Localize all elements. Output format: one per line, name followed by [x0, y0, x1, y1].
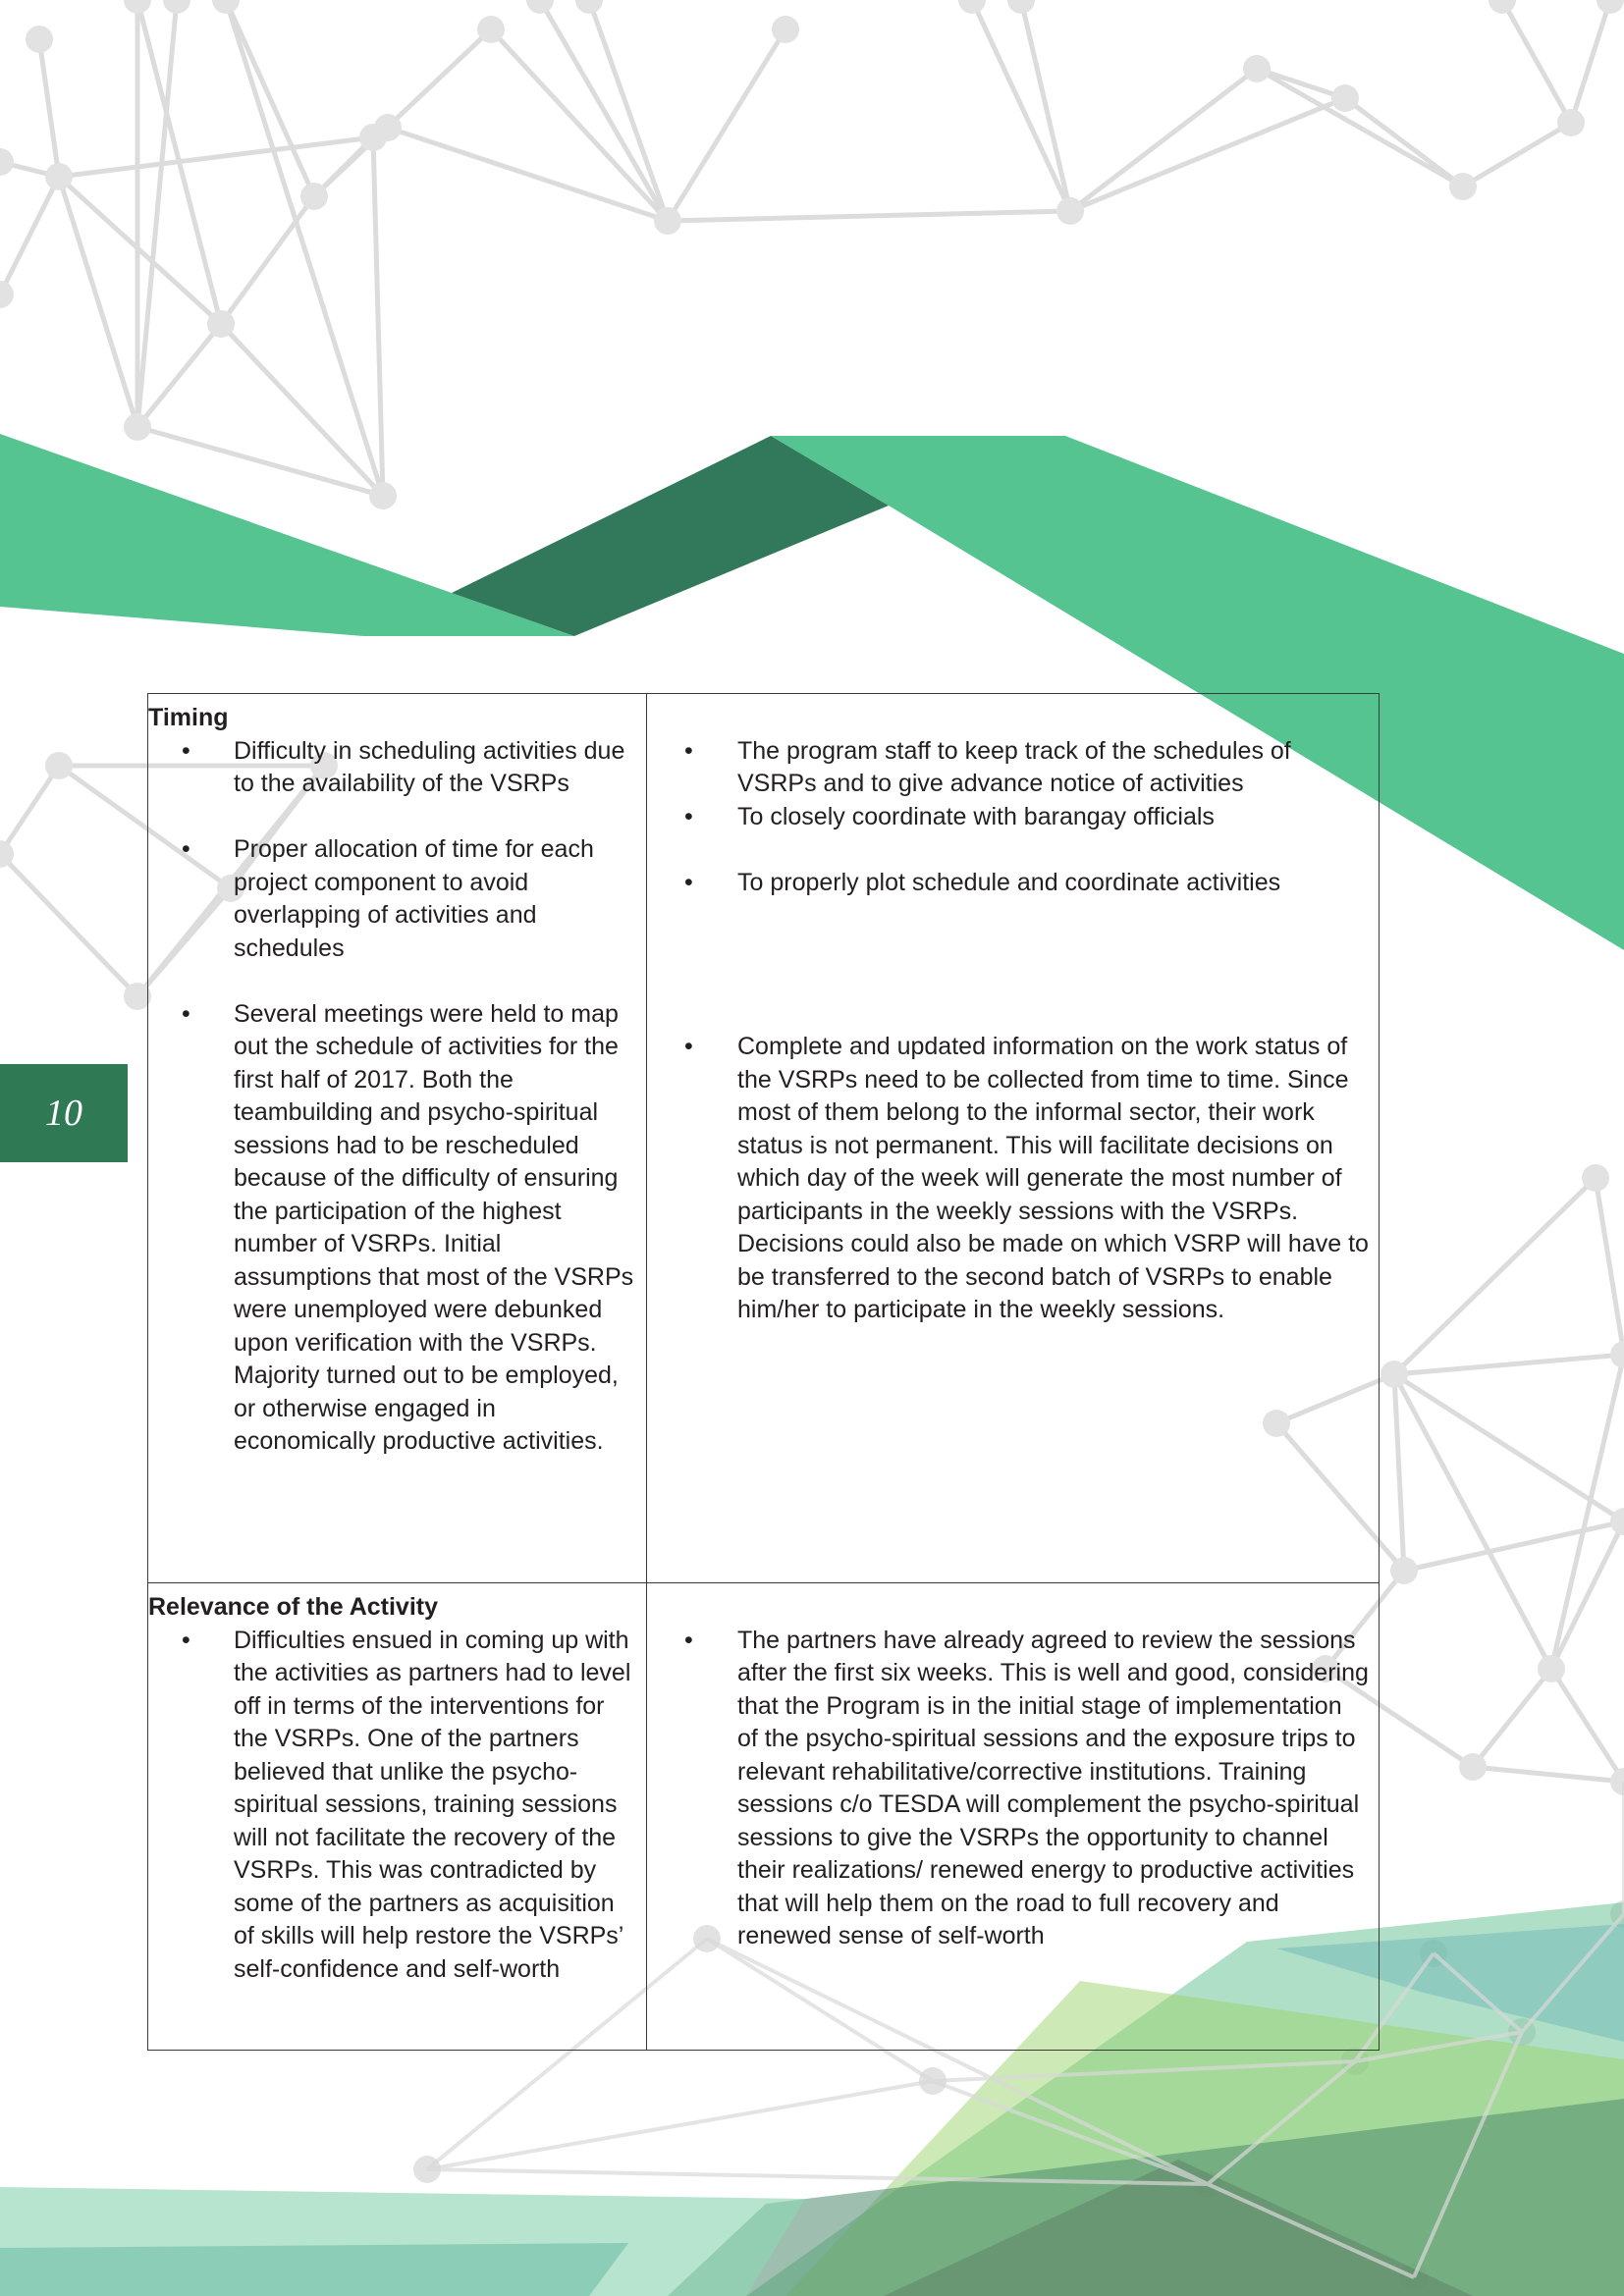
network-node [124, 413, 151, 441]
network-node [0, 148, 14, 176]
network-line [1070, 98, 1345, 211]
network-line [39, 39, 59, 177]
actions-cell-relevance [647, 1583, 1380, 2051]
network-line [1551, 1522, 1624, 1669]
network-line [589, 0, 668, 221]
actions-list-relevance [647, 1625, 1369, 1953]
network-line [1502, 0, 1571, 123]
network-line [1473, 1669, 1551, 1767]
network-node [1610, 1768, 1624, 1795]
issues-cell-relevance [148, 1583, 647, 2051]
issues-list-timing [148, 735, 636, 1459]
network-line [226, 0, 314, 196]
network-node [958, 0, 986, 14]
list-item: • The partners have already agreed to review the sessions after the first six weeks. This is well and good, considering that the Program is in the initial stage of implementation of the psycho-spiritual sessions and the exposure trips to relevant rehabilitative/corrective institutions. Training sessions c/o TESDA will complement the psycho-spiritual sessions to give the VSRPs the opportunity to channel their realizations/ renewed energy to productive activities that will help them on the road to full recovery and renewed sense of self-worth [684, 1626, 1369, 1949]
network-node [124, 0, 151, 14]
network-node [207, 310, 235, 338]
bullet-icon: • [182, 736, 190, 765]
network-line [1463, 123, 1571, 187]
list-item: • Proper allocation of time for each project component to avoid overlapping of activities and schedules [182, 835, 594, 962]
network-node [300, 183, 328, 210]
network-line [221, 196, 314, 324]
network-node [0, 281, 14, 308]
section-title-relevance: Relevance of the Activity [148, 1593, 439, 1621]
network-node [654, 207, 681, 235]
network-node [163, 0, 190, 14]
network-node [45, 163, 73, 190]
network-line [137, 324, 221, 427]
network-node [772, 16, 799, 43]
network-node [1489, 0, 1516, 14]
network-line [1473, 1767, 1624, 1782]
network-line [0, 766, 59, 854]
network-line [59, 137, 373, 177]
network-node [1056, 197, 1084, 225]
network-line [1394, 1355, 1624, 1374]
network-line [1394, 1374, 1624, 1522]
section-title-timing: Timing [148, 704, 229, 731]
actions-cell-timing [647, 694, 1380, 1583]
network-line [1021, 0, 1070, 211]
network-node [526, 0, 554, 14]
issues-list-relevance [148, 1625, 636, 1987]
network-node [575, 0, 603, 14]
list-item: • Complete and updated information on the work status of the VSRPs need to be collected from time to time. Since most of them belong to the informal sector, their work status is not permanent. This will facilitate decisions on which day of the week will generate the most number of participants in the weekly sessions with the VSRPs. Decisions could also be made on which VSRP will have to be transferred to the second batch of VSRPs to enable him/her to participate in the weekly sessions. [684, 1033, 1369, 1323]
page-number: 10 [45, 1093, 82, 1134]
network-line [1257, 69, 1463, 187]
bullet-icon: • [182, 999, 190, 1028]
network-line [1345, 98, 1463, 187]
bullet-icon: • [684, 802, 693, 830]
network-line [1404, 1522, 1624, 1571]
network-line [226, 0, 383, 496]
network-line [314, 29, 491, 196]
network-line [1394, 1178, 1596, 1374]
network-line [540, 0, 668, 221]
network-node [1557, 109, 1585, 136]
network-node [1390, 1557, 1418, 1584]
bullet-icon: • [684, 1626, 693, 1654]
bullet-icon: • [182, 835, 190, 863]
list-item: • Several meetings were held to map out the schedule of activities for the first half of 2017. Both the teambuilding and psycho-spiritual sessions had to be rescheduled because of the difficulty of ensuring the participation of the highest number of VSRPs. Initial assumptions that most of the VSRPs were unemployed were debunked upon verification with the VSRPs. Majority turned out to be employed, or otherwise engaged in economically productive activities. [182, 999, 634, 1455]
actions-list-timing [647, 735, 1369, 1327]
network-node [1449, 173, 1477, 200]
list-item: • The program staff to keep track of the schedules of VSRPs and to give advance notice of activities [684, 736, 1291, 797]
network-node [45, 752, 73, 779]
network-line [137, 0, 177, 427]
list-item: • Difficulty in scheduling activities due to the availability of the VSRPs [182, 736, 625, 797]
network-line [1070, 69, 1257, 211]
network-node [1007, 0, 1035, 14]
network-line [1596, 1178, 1624, 1355]
network-node [1538, 1655, 1565, 1682]
network-line [427, 2081, 933, 2169]
network-line [0, 177, 59, 294]
list-item: • Difficulties ensued in coming up with the activities as partners had to level off in terms of the interventions for the VSRPs. One of the partners believed that unlike the psycho-spiritual sessions, training sessions will not facilitate the recovery of the VSRPs. This was contradicted by some of the partners as acquisition of skills will help restore the VSRPs’ self-confidence and self-worth [182, 1626, 631, 1983]
network-node [477, 16, 505, 43]
list-item: • To properly plot schedule and coordinate activities [647, 867, 1369, 900]
network-node [369, 482, 397, 509]
network-node [1610, 1341, 1624, 1368]
bullet-icon: • [182, 1626, 190, 1654]
network-line [972, 0, 1070, 211]
network-line [668, 211, 1070, 221]
bullet-icon: • [684, 736, 693, 765]
network-node [212, 0, 240, 14]
list-item: • To closely coordinate with barangay officials [647, 801, 1369, 834]
network-line [1551, 1669, 1624, 1782]
network-node [1331, 84, 1359, 112]
bullet-icon: • [684, 868, 693, 896]
network-node [374, 114, 402, 141]
network-node [1582, 1164, 1609, 1192]
issues-cell-timing [148, 694, 647, 1583]
table-row-timing [148, 694, 1380, 1583]
network-line [1394, 1374, 1404, 1571]
network-node [26, 26, 53, 53]
network-line [373, 137, 383, 496]
network-line [137, 427, 383, 496]
network-node [1380, 1361, 1408, 1388]
network-line [1571, 0, 1610, 123]
network-line [1394, 1374, 1551, 1669]
network-node [1459, 1753, 1487, 1781]
network-line [221, 324, 383, 496]
network-line [668, 29, 785, 221]
findings-table [147, 693, 1380, 2051]
table-row-relevance [148, 1583, 1380, 2051]
bullet-icon: • [684, 1033, 693, 1060]
network-node [1597, 0, 1624, 14]
network-node [1243, 55, 1271, 82]
network-line [0, 854, 137, 996]
